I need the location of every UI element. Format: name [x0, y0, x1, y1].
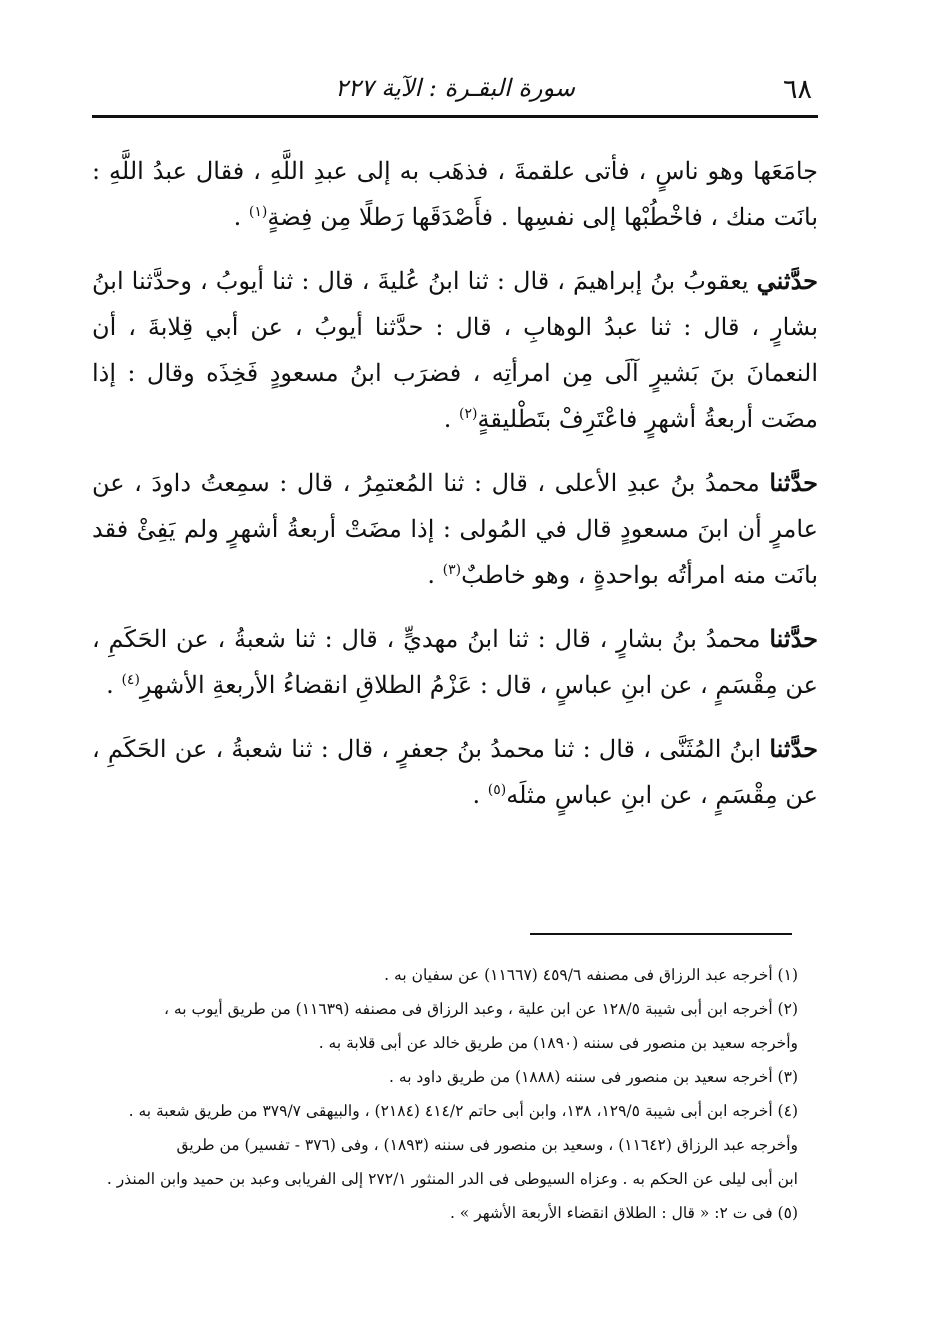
footnote-ref: (٤) — [121, 672, 140, 688]
paragraph-lead: حدَّثنا — [769, 468, 818, 497]
main-text — [92, 148, 818, 836]
footnote-ref: (٣) — [442, 562, 462, 578]
running-title: سورة البقـرة : الآية ٢٢٧ — [334, 74, 576, 102]
footnote-ref: (٢) — [459, 406, 478, 422]
footnote-separator — [530, 933, 792, 935]
footnote-line: (٤) أخرجه ابن أبى شيبة ١٢٩/٥، ١٣٨، وابن أبى حاتم ٤١٤/٢ (٢١٨٤) ، والبيهقى ٣٧٩/٧ من طريق شعبة به . — [128, 1102, 798, 1120]
paragraph-lead: حدَّثنا — [769, 624, 818, 653]
paragraph-lead: حدَّثني — [756, 266, 818, 295]
paragraph-end: . — [106, 671, 122, 699]
footnote-line: (٣) أخرجه سعيد بن منصور فى سننه (١٨٨٨) من طريق داود به . — [389, 1068, 798, 1086]
paragraph-text: ابنُ المُثَنَّى ، قال : ثنا محمدُ بنُ جعفرٍ ، قال : ثنا شعبةُ ، عن الحَكَمِ ، عن مِقْسَمٍ ، عن ابنِ عباسٍ مثلَه — [92, 735, 818, 809]
paragraph-text: محمدُ بنُ عبدِ الأعلى ، قال : ثنا المُعتمِرُ ، قال : سمِعتُ داودَ ، عن عامرٍ أن ابنَ مسعودٍ قال في المُولى : إذا مضَتْ أربعةُ أشهرٍ ولم يَفِئْ فقد بانَت منه امرأتُه بواحدةٍ ، وهو خاطبٌ — [92, 469, 818, 589]
paragraph-text: يعقوبُ بنُ إبراهيمَ ، قال : ثنا ابنُ عُليةَ ، قال : ثنا أيوبُ ، وحدَّثنا ابنُ بشارٍ ، قال : ثنا عبدُ الوهابِ ، قال : حدَّثنا أيوبُ ، عن أبي قِلابةَ ، أن النعمانَ بنَ بَشيرٍ آلَى مِن امرأتِه ، فضرَب ابنُ مسعودٍ فَخِذَه وقال : إذا مضَت أربعةُ أشهرٍ فاعْتَرِفْ بتَطْليقةٍ — [92, 267, 818, 433]
footnote-line: (٥) فى ت ٢: « قال : الطلاق انقضاء الأربعة الأشهر » . — [449, 1204, 798, 1222]
paragraph-end: . — [233, 203, 249, 231]
footnote-line: (٢) أخرجه ابن أبى شيبة ١٢٨/٥ عن ابن علية ، وعبد الرزاق فى مصنفه (١١٦٣٩) من طريق أيوب به ، — [163, 1000, 798, 1018]
paragraph-3 — [92, 460, 818, 598]
paragraph-text: محمدُ بنُ بشارٍ ، قال : ثنا ابنُ مهديٍّ ، قال : ثنا شعبةُ ، عن الحَكَمِ ، عن مِقْسَمٍ ، عن ابنِ عباسٍ ، قال : عَزْمُ الطلاقِ انقضاءُ الأربعةِ الأشهرِ — [92, 625, 818, 699]
paragraph-end: . — [443, 405, 460, 433]
paragraph-2 — [92, 258, 818, 442]
header-rule — [92, 115, 818, 118]
paragraph-5 — [92, 726, 818, 818]
footnote-line: وأخرجه عبد الرزاق (١١٦٤٢) ، وسعيد بن منصور فى سننه (١٨٩٣) ، وفى (٣٧٦ - تفسير) من طريق — [176, 1136, 798, 1154]
footnote-ref: (١) — [248, 204, 268, 220]
footnote-line: وأخرجه سعيد بن منصور فى سننه (١٨٩٠) من طريق خالد عن أبى قلابة به . — [318, 1034, 798, 1052]
paragraph-1 — [92, 148, 818, 240]
paragraph-4 — [92, 616, 818, 708]
page-header — [92, 62, 818, 118]
paragraph-lead: حدَّثنا — [769, 734, 818, 763]
page-number: ٦٨ — [782, 74, 812, 105]
footnote-line: ابن أبى ليلى عن الحكم به . وعزاه السيوطى فى الدر المنثور ٢٧٢/١ إلى الفريابى وعبد بن حميد وابن المنذر . — [106, 1170, 798, 1188]
footnotes — [82, 958, 798, 1230]
paragraph-end: . — [427, 561, 443, 589]
paragraph-end: . — [472, 781, 488, 809]
footnote-ref: (٥) — [487, 782, 507, 798]
paragraph-text: جامَعَها وهو ناسٍ ، فأتى علقمةَ ، فذهَب به إلى عبدِ اللَّهِ ، فقال عبدُ اللَّهِ : بانَت منك ، فاخْطُبْها إلى نفسِها . فأَصْدَقَها رَطلًا مِن فِضةٍ — [92, 157, 818, 231]
footnote-line: (١) أخرجه عبد الرزاق فى مصنفه ٤٥٩/٦ (١١٦٦٧) عن سفيان به . — [384, 966, 798, 984]
